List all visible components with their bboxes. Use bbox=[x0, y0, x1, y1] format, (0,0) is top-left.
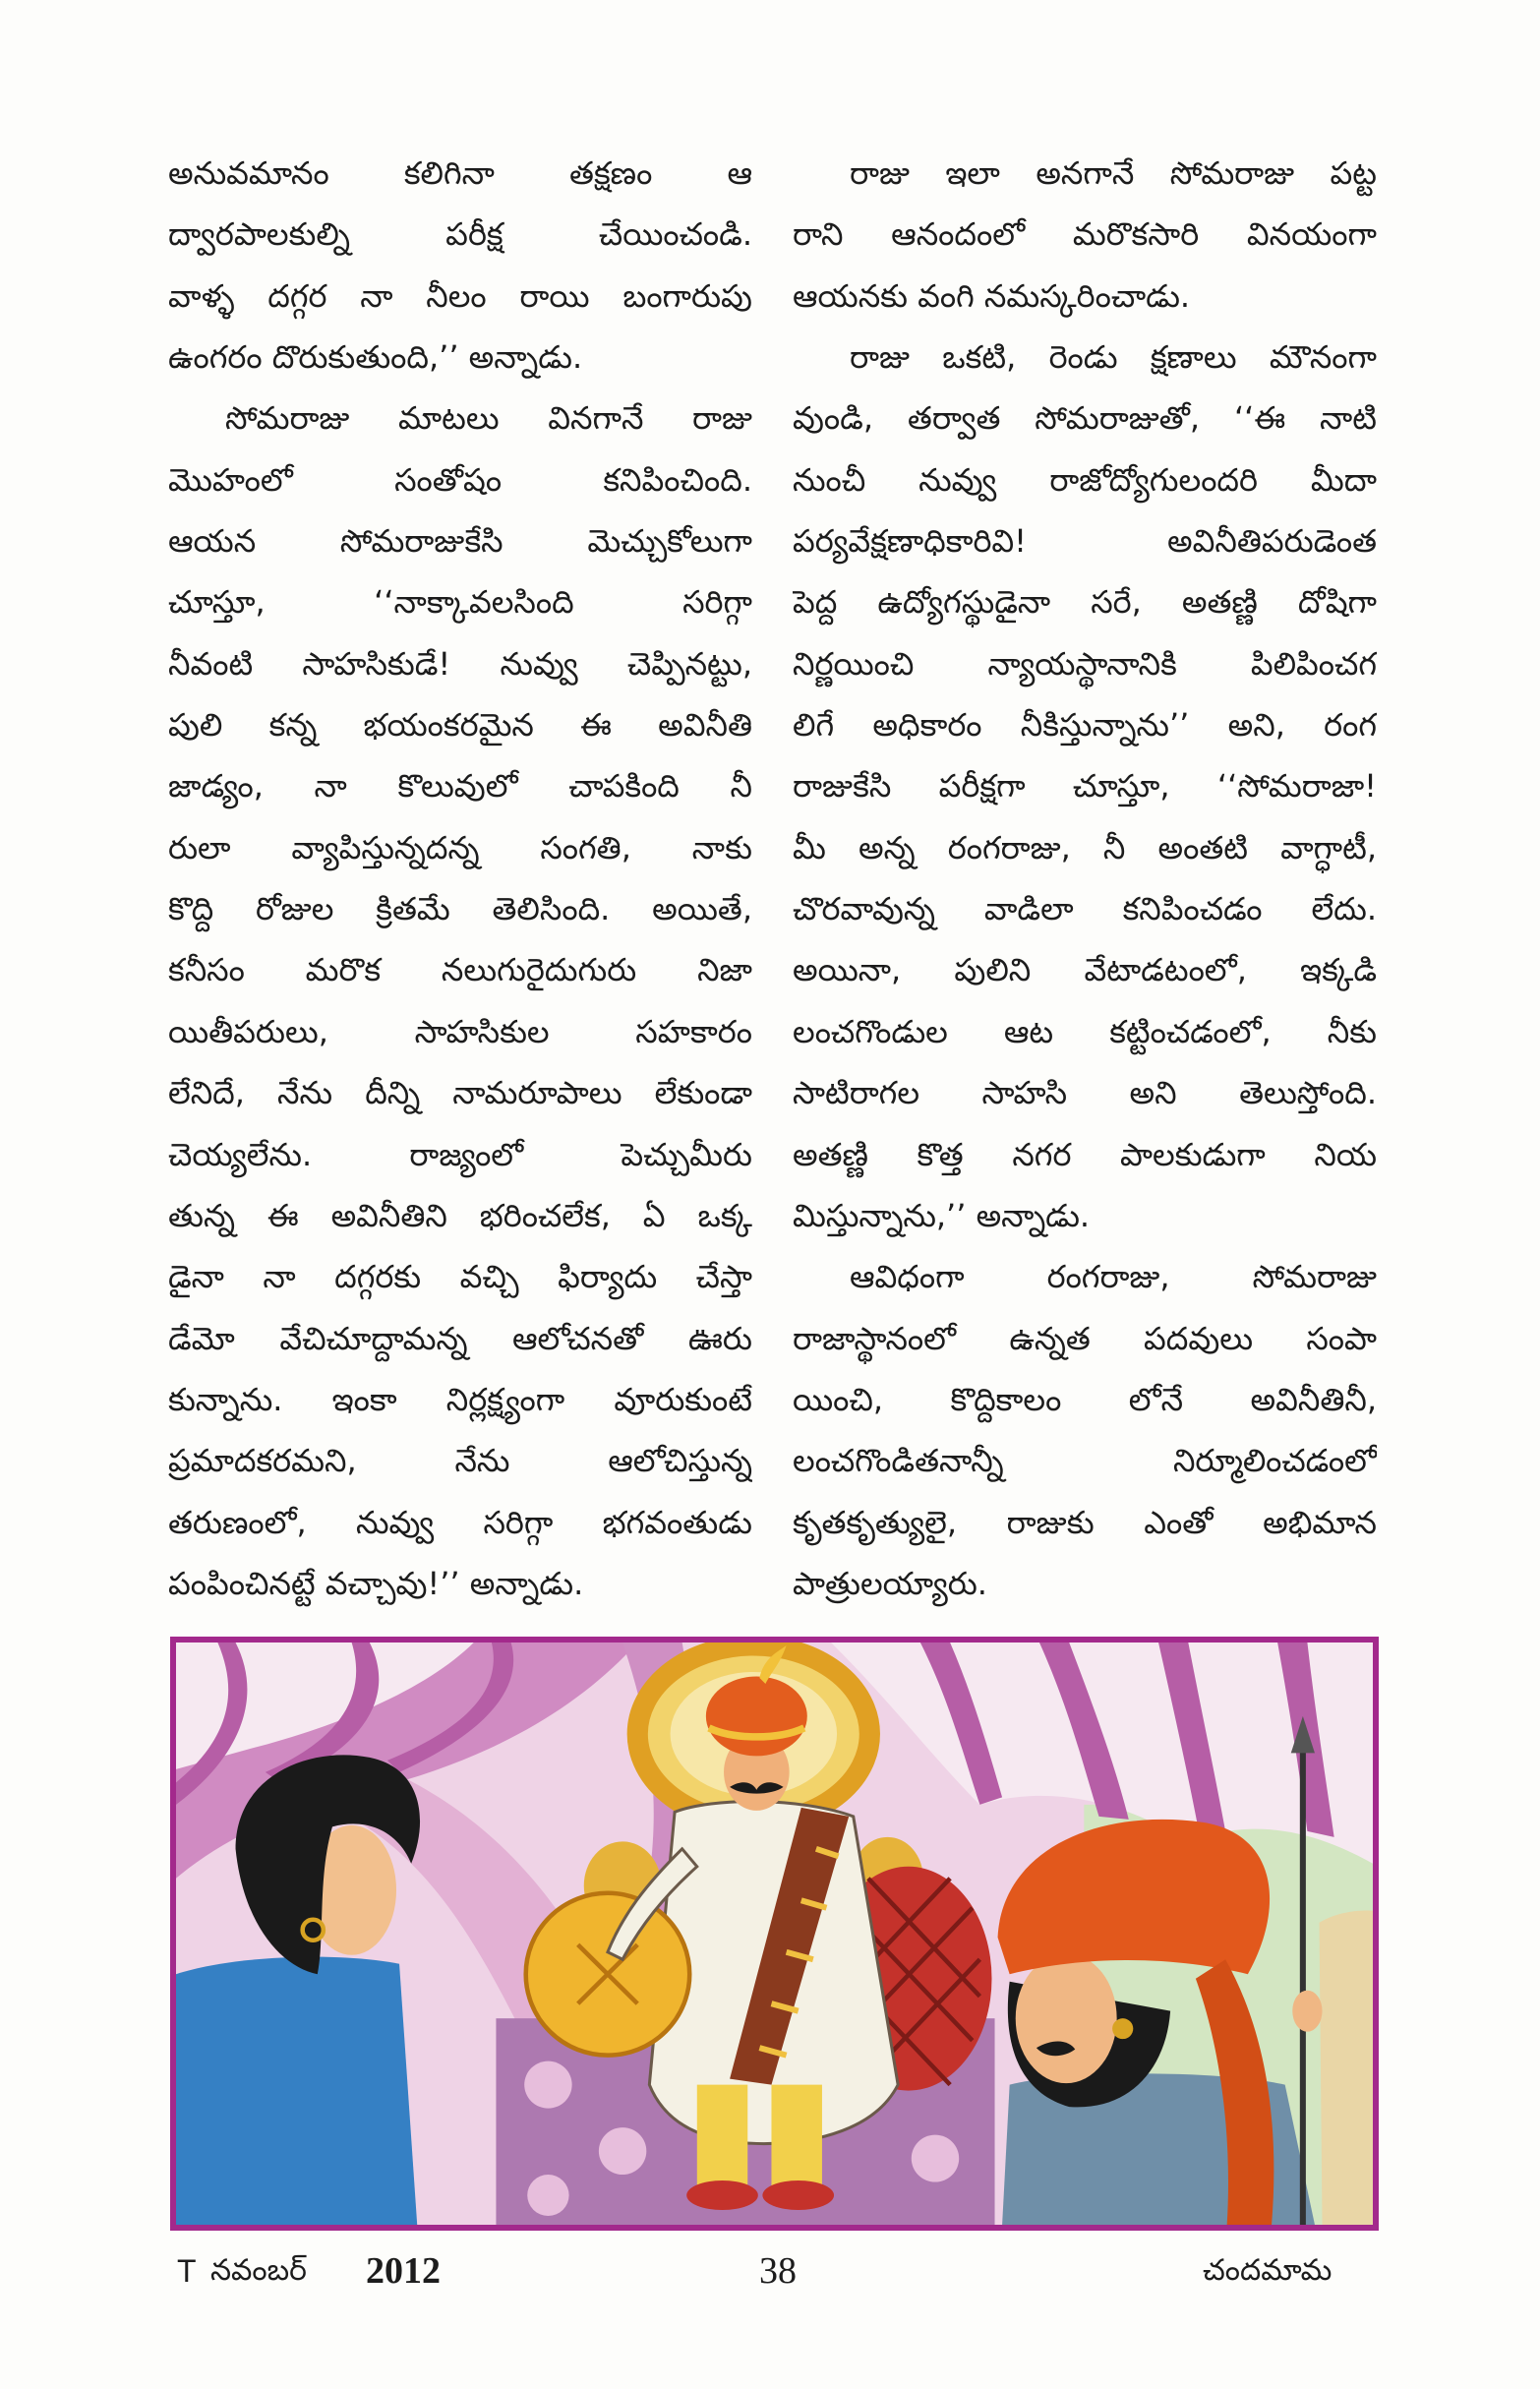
text-line: తున్న ఈ అవినీతిని భరించలేక, ఏ ఒక్క bbox=[168, 1196, 752, 1234]
right-person-face bbox=[1016, 1953, 1117, 2083]
text-line: పెద్ద ఉద్యోగస్థుడైనా సరే, అతణ్ణి దోషిగా bbox=[793, 583, 1377, 622]
text-line: యితీపరులు, సాహసికుల సహకారం bbox=[168, 1012, 752, 1050]
text-line: మీ అన్న రంగరాజు, నీ అంతటి వాగ్ధాటీ, bbox=[793, 828, 1377, 866]
illustration-art bbox=[176, 1642, 1373, 2225]
throne-rosette bbox=[599, 2127, 646, 2175]
king-legging bbox=[697, 2085, 747, 2188]
throne-rosette bbox=[912, 2135, 959, 2182]
text-line: కున్నాను. ఇంకా నిర్లక్ష్యంగా వూరుకుంటే bbox=[168, 1380, 752, 1418]
text-line: రాజుకేసి పరీక్షగా చూస్తూ, ‘‘సోమరాజా! bbox=[793, 767, 1377, 806]
text-line: లంచగొండుల ఆట కట్టించడంలో, నీకు bbox=[793, 1012, 1377, 1050]
story-illustration bbox=[170, 1637, 1379, 2231]
text-line: చెయ్యలేను. రాజ్యంలో పెచ్చుమీరు bbox=[168, 1135, 752, 1173]
king-shoe bbox=[686, 2180, 758, 2210]
text-line: పులి కన్న భయంకరమైన ఈ అవినీతి bbox=[168, 706, 752, 745]
text-line: ఆవిధంగా రంగరాజు, సోమరాజు bbox=[850, 1258, 1377, 1296]
text-line: యించి, కొద్దికాలం లోనే అవినీతినీ, bbox=[793, 1380, 1377, 1418]
text-line: ద్వారపాలకుల్ని పరీక్ష చేయించండి. bbox=[168, 215, 752, 254]
text-line: నిర్ణయించి న్యాయస్థానానికి పిలిపించగ bbox=[793, 644, 1377, 683]
text-line: తరుణంలో, నువ్వు సరిగ్గా భగవంతుడు bbox=[168, 1503, 752, 1541]
right-person-earring bbox=[1112, 2018, 1133, 2039]
text-line: చొరవావున్న వాడిలా కనిపించడం లేదు. bbox=[793, 890, 1377, 928]
text-line: రులా వ్యాపిస్తున్నదన్న సంగతి, నాకు bbox=[168, 828, 752, 866]
text-line: పర్యవేక్షణాధికారివి! అవినీతిపరుడెంత bbox=[793, 522, 1377, 561]
guard-body bbox=[1320, 1911, 1373, 2225]
text-line: ప్రమాదకరమని, నేను ఆలోచిస్తున్న bbox=[168, 1442, 752, 1480]
text-line: వుండి, తర్వాత సోమరాజుతో, ‘‘ఈ నాటి bbox=[793, 399, 1377, 438]
text-line: లిగే అధికారం నీకిస్తున్నాను’’ అని, రంగ bbox=[793, 706, 1377, 745]
text-line: డేమో వేచిచూద్దామన్న ఆలోచనతో ఊరు bbox=[168, 1319, 752, 1357]
king-shoe bbox=[762, 2180, 834, 2210]
text-line: ఉంగరం దొరుకుతుంది,’’ అన్నాడు. bbox=[168, 338, 583, 377]
text-line: ఆయనకు వంగి నమస్కరించాడు. bbox=[793, 276, 1191, 315]
text-line: నీవంటి సాహసికుడే! నువ్వు చెప్పినట్టు, bbox=[168, 644, 752, 683]
issue-year: 2012 bbox=[366, 2250, 441, 2292]
text-line: పాత్రులయ్యారు. bbox=[793, 1564, 987, 1602]
text-line: చూస్తూ, ‘‘నాక్కావలసింది సరిగ్గా bbox=[168, 583, 752, 622]
text-line: కృతకృత్యులై, రాజుకు ఎంతో అభిమాన bbox=[793, 1503, 1377, 1541]
text-line: మొహంలో సంతోషం కనిపించింది. bbox=[168, 460, 752, 499]
text-line: సాటిరాగల సాహసి అని తెలుస్తోంది. bbox=[793, 1074, 1377, 1112]
king-legging bbox=[771, 2085, 821, 2188]
text-line: నుంచీ నువ్వు రాజోద్యోగులందరి మీదా bbox=[793, 460, 1377, 499]
text-line: వాళ్ళ దగ్గర నా నీలం రాయి బంగారుపు bbox=[168, 276, 752, 315]
text-line: కొద్ది రోజుల క్రితమే తెలిసింది. అయితే, bbox=[168, 890, 752, 928]
text-line: ఆయన సోమరాజుకేసి మెచ్చుకోలుగా bbox=[168, 522, 752, 561]
text-line: లేనిదే, నేను దీన్ని నామరూపాలు లేకుండా bbox=[168, 1074, 752, 1112]
text-line: సోమరాజు మాటలు వినగానే రాజు bbox=[225, 399, 752, 438]
magazine-name: చందమామ bbox=[1203, 2253, 1333, 2288]
text-line: మిస్తున్నాను,’’ అన్నాడు. bbox=[793, 1196, 1091, 1234]
text-line: లంచగొండితనాన్నీ నిర్మూలించడంలో bbox=[793, 1442, 1377, 1480]
text-line: రాని ఆనందంలో మరొకసారి వినయంగా bbox=[793, 215, 1377, 254]
text-line: రాజాస్థానంలో ఉన్నత పదవులు సంపా bbox=[793, 1319, 1377, 1357]
left-person-shirt bbox=[176, 1957, 417, 2225]
text-line: రాజు ఒకటి, రెండు క్షణాలు మౌనంగా bbox=[850, 338, 1377, 377]
text-line: అతణ్ణి కొత్త నగర పాలకుడుగా నియ bbox=[793, 1135, 1377, 1173]
king-turban bbox=[706, 1676, 807, 1756]
text-line: రాజు ఇలా అనగానే సోమరాజు పట్ట bbox=[850, 154, 1377, 192]
right-text-column bbox=[793, 143, 1377, 1614]
text-line: అయినా, పులిని వేటాడటంలో, ఇక్కడి bbox=[793, 951, 1377, 989]
text-line: జాడ్యం, నా కొలువులో చాపకింది నీ bbox=[168, 767, 752, 806]
text-line: అనువమానం కలిగినా తక్షణం ఆ bbox=[168, 154, 752, 192]
page-number: 38 bbox=[759, 2250, 797, 2292]
text-line: డైనా నా దగ్గరకు వచ్చి ఫిర్యాదు చేస్తా bbox=[168, 1258, 752, 1296]
guard-hand bbox=[1292, 1991, 1322, 2032]
edition-mark: T bbox=[177, 2253, 197, 2289]
text-line: కనీసం మరొక నలుగురైదుగురు నిజా bbox=[168, 951, 752, 989]
left-text-column bbox=[168, 143, 752, 1614]
issue-month: నవంబర్ bbox=[210, 2253, 307, 2288]
throne-rosette bbox=[524, 2061, 571, 2109]
throne-rosette bbox=[527, 2175, 568, 2216]
text-line: పంపించినట్టే వచ్చావు!’’ అన్నాడు. bbox=[168, 1564, 584, 1602]
